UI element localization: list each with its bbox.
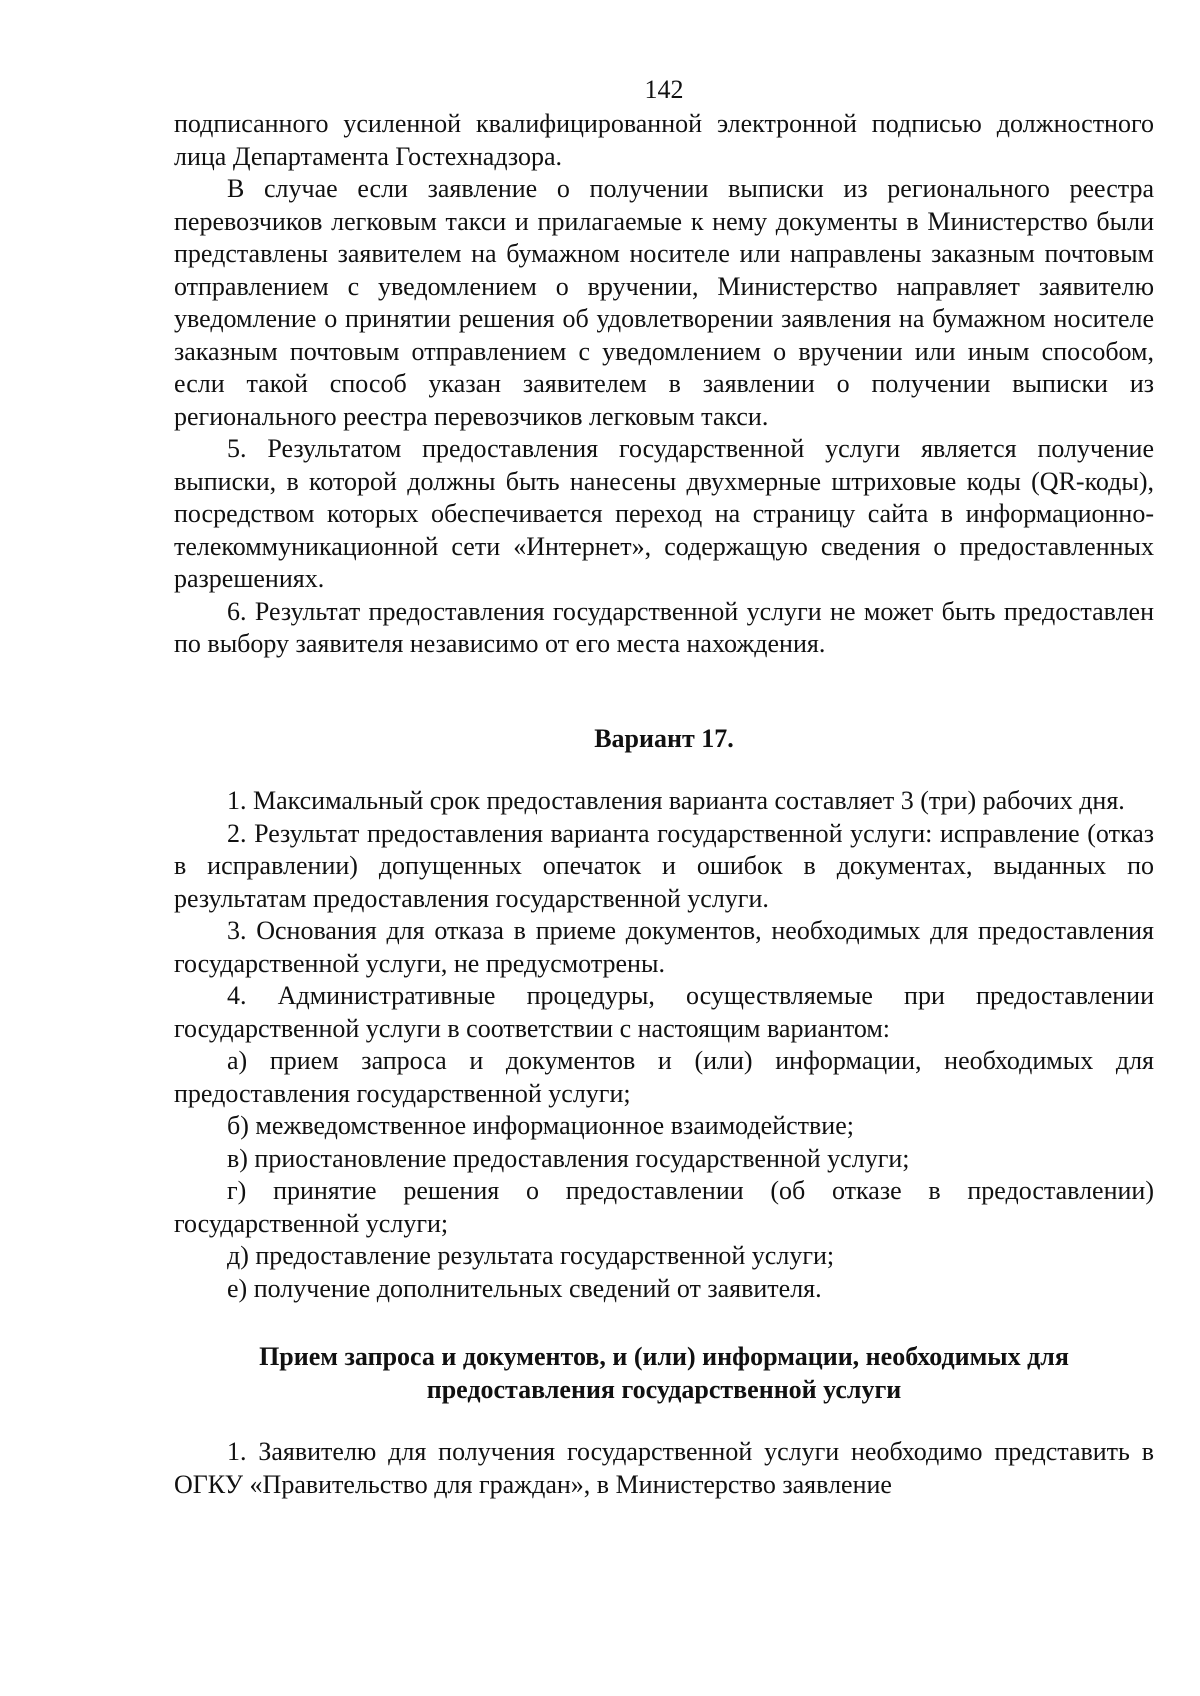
procedure-item-b: б) межведомственное информационное взаимодействие; [227,1111,854,1140]
procedure-item-v: в) приостановление предоставления государственной услуги; [227,1143,910,1173]
variant-item-1: 1. Максимальный срок предоставления варианта составляет 3 (три) рабочих дня. [227,786,1125,815]
paragraph-result-5: 5. Результатом предоставления государственной услуги является получение выписки, в которой должны быть нанесены двухмерные штриховые коды (QR-коды), посредством которых обеспечивается переход на страницу сайта в информационно-телекоммуникационной сети «Интернет», содержащую сведения о предоставленных разрешениях. [174,434,1154,593]
variant-item-3: 3. Основания для отказа в приеме документов, необходимых для предоставления государственной услуги, не предусмотрены. [174,916,1154,978]
variant-item-4: 4. Административные процедуры, осуществляемые при предоставлении государственной услуги в соответствии с настоящим вариантом: [174,981,1154,1043]
procedure-item-d: д) предоставление результата государственной услуги; [227,1241,835,1270]
paragraph-result-6: 6. Результат предоставления государственной услуги не может быть предоставлен по выбору заявителя независимо от его места нахождения. [174,596,1154,658]
procedure-item-e: е) получение дополнительных сведений от заявителя. [227,1273,822,1303]
paragraph-paper-submission: В случае если заявление о получении выписки из регионального реестра перевозчиков легковым такси и прилагаемые к нему документы в Министерство были представлены заявителем на бумажном носителе или направлены заказным почтовым отправлением с уведомлением о вручении, Министерство направляет заявителю уведомление о принятии решения об удовлетворении заявления на бумажном носителе заказным почтовым отправлением с уведомлением о вручении или иным способом, если такой способ указан заявителем в заявлении о получении выписки из регионального реестра перевозчиков легковым такси. [174,174,1154,431]
paragraph-continuation: подписанного усиленной квалифицированной электронной подписью должностного лица Департамента Гостехнадзора. [174,109,1154,171]
procedure-item-a: а) прием запроса и документов и (или) информации, необходимых для предоставления государственной услуги; [174,1046,1154,1108]
section-heading-line-2: предоставления государственной услуги [426,1374,902,1404]
section-heading [174,1341,1154,1406]
page-number: 142 [644,75,684,104]
section-heading-line-1: Прием запроса и документов, и (или) информации, необходимых для [259,1342,1069,1371]
procedure-item-g: г) принятие решения о предоставлении (об отказе в предоставлении) государственной услуги; [174,1176,1154,1238]
variant-heading: Вариант 17. [594,723,734,753]
section-item-1: 1. Заявителю для получения государственной услуги необходимо представить в ОГКУ «Правительство для граждан», в Министерство заявление [174,1437,1154,1499]
variant-item-2: 2. Результат предоставления варианта государственной услуги: исправление (отказ в исправлении) допущенных опечаток и ошибок в документах, выданных по результатам предоставления государственной услуги. [174,818,1154,913]
